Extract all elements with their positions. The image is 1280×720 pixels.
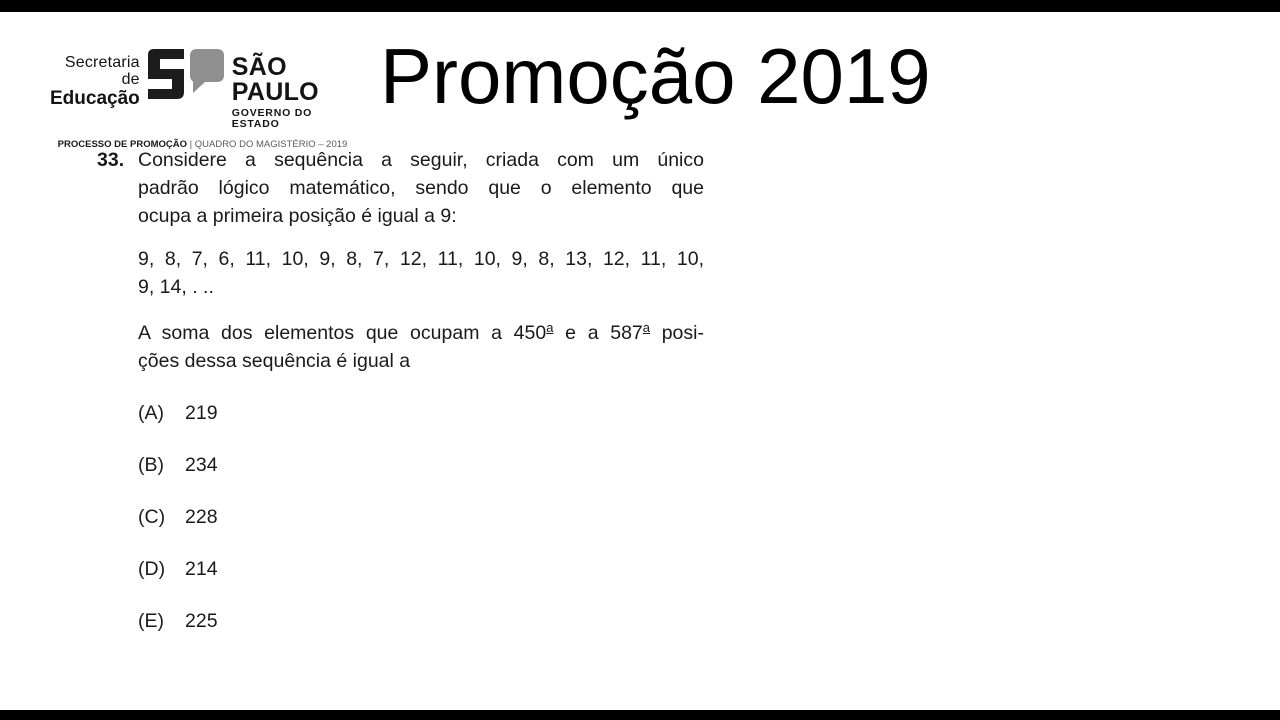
secretaria-wordmark (50, 48, 140, 109)
answer-option-e (138, 607, 704, 635)
prompt-segment: posi- (650, 322, 704, 344)
educacao-line: Educação (50, 87, 140, 109)
option-label: (B) (138, 454, 164, 476)
option-value: 219 (185, 402, 218, 424)
answer-option-a (138, 399, 704, 427)
prompt-line: A soma dos elementos que ocupam a 450a e a 587a posi- (138, 320, 704, 344)
prompt-text (138, 319, 704, 375)
question-block (97, 146, 704, 659)
answer-option-c (138, 503, 704, 531)
sp-letter-s-shape (148, 49, 184, 99)
option-label: (A) (138, 402, 164, 424)
sequence-line: 9, 8, 7, 6, 11, 10, 9, 8, 7, 12, 11, 10, 9, 8, 13, 12, 11, 10, (138, 248, 704, 270)
processo-regular-text: | QUADRO DO MAGISTÉRIO – 2019 (189, 139, 348, 150)
option-value: 214 (185, 558, 218, 580)
sao-paulo-wordmark (232, 48, 355, 129)
prompt-line: ções dessa sequência é igual a (138, 350, 411, 372)
option-label: (E) (138, 610, 164, 632)
governo-label: GOVERNO DO ESTADO (231, 107, 313, 130)
answer-option-d (138, 555, 704, 583)
sequence-text (138, 245, 704, 301)
secretaria-line: Secretaria de (64, 54, 140, 89)
statement-line: Considere a sequência a seguir, criada com um único (138, 149, 704, 171)
prompt-segment: e a 587 (553, 322, 643, 344)
sao-paulo-label: SÃO PAULO (231, 53, 319, 106)
option-label: (C) (138, 506, 166, 528)
question-number: 33. (97, 149, 125, 171)
top-letterbox-bar (0, 0, 1280, 12)
option-label: (D) (138, 558, 166, 580)
sp-monogram-icon (147, 48, 225, 100)
answer-option-b (138, 451, 704, 479)
bottom-letterbox-bar (0, 710, 1280, 720)
option-value: 225 (185, 610, 218, 632)
statement-line: padrão lógico matemático, sendo que o elemento que (138, 177, 704, 199)
sp-letter-p-shape (190, 49, 224, 93)
prompt-segment: A soma dos elementos que ocupam a 450 (138, 322, 547, 344)
sequence-line: 9, 14, . .. (138, 276, 214, 298)
secretaria-educacao-logo (50, 48, 355, 150)
processo-bold-text: PROCESSO DE PROMOÇÃO (57, 139, 190, 150)
answer-options (138, 399, 704, 635)
option-value: 228 (185, 506, 218, 528)
option-value: 234 (185, 454, 218, 476)
statement-line: ocupa a primeira posição é igual a 9: (138, 205, 457, 227)
page-title: Promoção 2019 (380, 32, 931, 120)
question-statement (138, 146, 704, 230)
